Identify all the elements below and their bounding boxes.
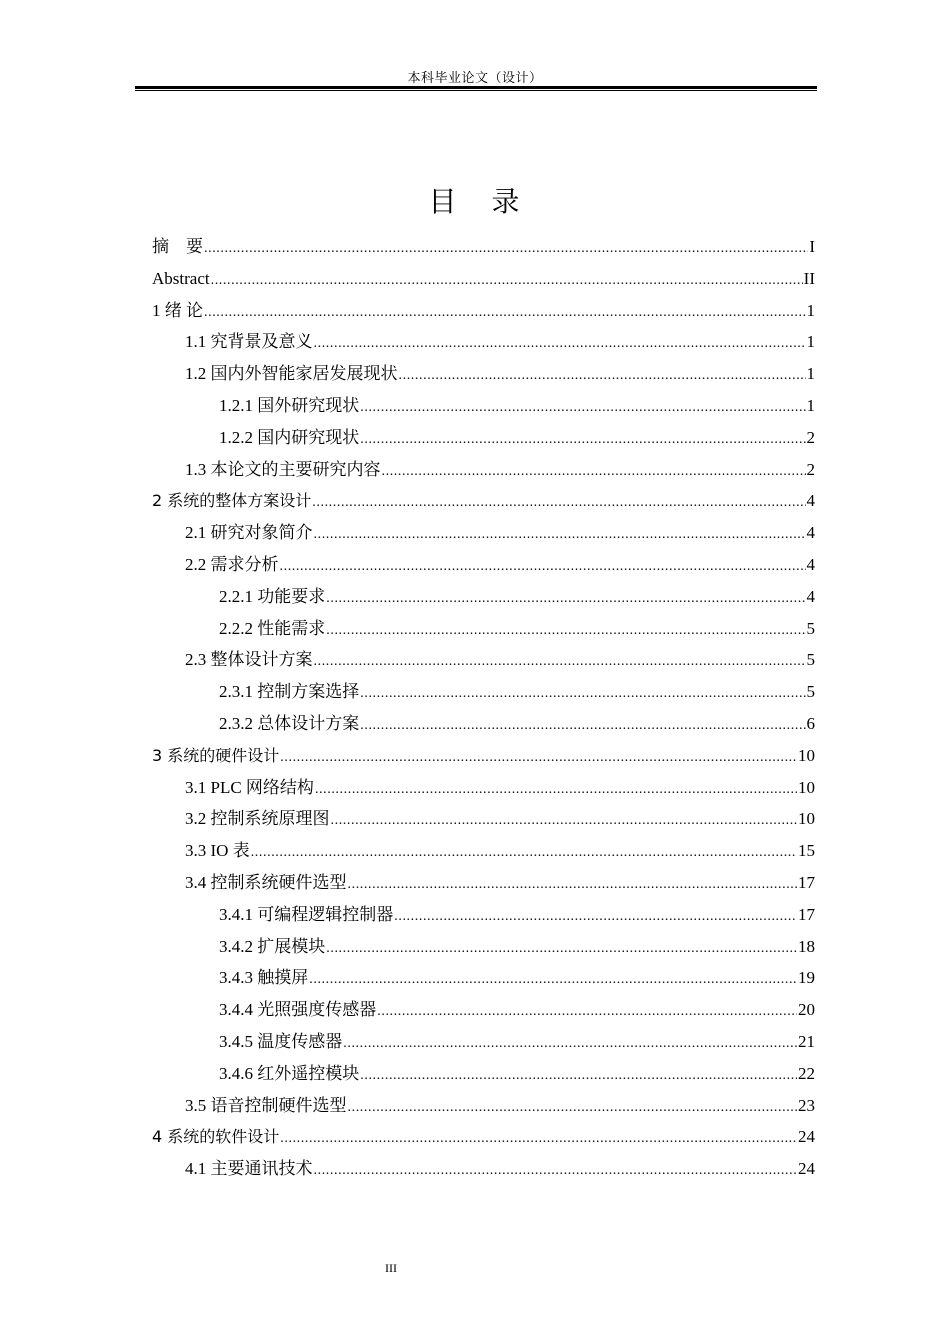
toc-entry-abstract-cn[interactable]	[152, 231, 815, 263]
toc-entry-label: 2.2.2 性能需求	[219, 618, 326, 638]
dot-leader	[314, 644, 806, 676]
dot-leader	[360, 676, 805, 708]
toc-entry-page: 4	[806, 586, 815, 606]
toc-title: 目 录	[428, 185, 522, 218]
toc-entry-4-1[interactable]	[152, 1153, 815, 1185]
dot-leader	[211, 263, 803, 295]
toc-entry-3-4[interactable]	[152, 867, 815, 899]
toc-entry-abstract-en[interactable]	[152, 263, 815, 295]
dot-leader	[331, 803, 798, 835]
toc-entry-page: 10	[798, 809, 815, 829]
toc-entry-3-4-3[interactable]	[152, 962, 815, 994]
header-rule	[135, 86, 817, 89]
toc-entry-page: 15	[798, 841, 815, 861]
toc-entry-3-5[interactable]	[152, 1090, 815, 1122]
toc-entry-page: II	[803, 268, 815, 288]
toc-entry-label: 3 系统的硬件设计	[152, 745, 280, 765]
dot-leader	[315, 772, 797, 804]
dot-leader	[360, 422, 805, 454]
dot-leader	[360, 390, 805, 422]
dot-leader	[360, 708, 805, 740]
toc-entry-chapter-3[interactable]	[152, 740, 815, 772]
toc-entry-label: 4.1 主要通讯技术	[185, 1159, 313, 1179]
toc-entry-label: 2.2.1 功能要求	[219, 586, 326, 606]
toc-entry-1-2-2[interactable]	[152, 422, 815, 454]
toc-entry-page: 10	[798, 745, 815, 765]
toc-entry-label: 3.4.6 红外遥控模块	[219, 1063, 360, 1083]
toc-entry-label: 1.2.2 国内研究现状	[219, 427, 360, 447]
toc-entry-page: 21	[798, 1031, 815, 1051]
toc-entry-page: 5	[806, 650, 815, 670]
toc-entry-label: 3.4 控制系统硬件选型	[185, 872, 347, 892]
toc-entry-chapter-2[interactable]	[152, 485, 815, 517]
dot-leader	[326, 931, 797, 963]
toc-entry-3-4-1[interactable]	[152, 899, 815, 931]
toc-entry-chapter-1[interactable]	[152, 295, 815, 327]
dot-leader	[394, 899, 797, 931]
dot-leader	[280, 1121, 797, 1153]
toc-entry-page: 2	[806, 427, 815, 447]
toc-entry-label: 3.4.4 光照强度传感器	[219, 1000, 377, 1020]
toc-entry-label: 2.3.1 控制方案选择	[219, 682, 360, 702]
toc-entry-page: 22	[798, 1063, 815, 1083]
dot-leader	[382, 454, 806, 486]
dot-leader	[314, 326, 806, 358]
toc-entry-3-4-4[interactable]	[152, 994, 815, 1026]
toc-entry-2-1[interactable]	[152, 517, 815, 549]
toc-entry-label: 3.2 控制系统原理图	[185, 809, 330, 829]
toc-entry-2-3-1[interactable]	[152, 676, 815, 708]
toc-entry-2-3[interactable]	[152, 644, 815, 676]
toc-entry-page: 17	[798, 904, 815, 924]
dot-leader	[309, 962, 797, 994]
toc-entry-3-2[interactable]	[152, 803, 815, 835]
toc-entry-label: 2.3.2 总体设计方案	[219, 713, 360, 733]
toc-entry-label: 1.2 国内外智能家居发展现状	[185, 364, 398, 384]
toc-entry-label: 3.4.5 温度传感器	[219, 1031, 343, 1051]
toc-entry-3-4-2[interactable]	[152, 931, 815, 963]
dot-leader	[204, 231, 808, 263]
table-of-contents	[152, 231, 815, 1185]
toc-entry-page: 1	[806, 300, 815, 320]
toc-entry-page: 4	[806, 523, 815, 543]
toc-entry-label: 3.4.3 触摸屏	[219, 968, 309, 988]
toc-entry-label: 3.3 IO 表	[185, 841, 250, 861]
toc-entry-2-2-1[interactable]	[152, 581, 815, 613]
toc-entry-label: 1.3 本论文的主要研究内容	[185, 459, 381, 479]
dot-leader	[280, 740, 797, 772]
toc-entry-page: 5	[806, 618, 815, 638]
toc-entry-2-3-2[interactable]	[152, 708, 815, 740]
dot-leader	[377, 994, 797, 1026]
dot-leader	[343, 1026, 797, 1058]
toc-entry-label: 3.1 PLC 网络结构	[185, 777, 314, 797]
toc-entry-page: 6	[806, 713, 815, 733]
toc-entry-label: 1 绪 论	[152, 300, 203, 320]
toc-entry-page: 24	[798, 1127, 815, 1147]
dot-leader	[314, 517, 806, 549]
toc-entry-label: 3.5 语音控制硬件选型	[185, 1095, 347, 1115]
toc-entry-label: 1.2.1 国外研究现状	[219, 395, 360, 415]
toc-entry-page: 5	[806, 682, 815, 702]
dot-leader	[326, 613, 805, 645]
toc-entry-label: 3.4.2 扩展模块	[219, 936, 326, 956]
toc-entry-1-3[interactable]	[152, 454, 815, 486]
toc-entry-3-1[interactable]	[152, 772, 815, 804]
toc-entry-page: 1	[806, 364, 815, 384]
dot-leader	[312, 485, 805, 517]
header-rule-thin	[135, 90, 817, 91]
toc-entry-1-2-1[interactable]	[152, 390, 815, 422]
toc-entry-page: 18	[798, 936, 815, 956]
toc-entry-3-4-5[interactable]	[152, 1026, 815, 1058]
toc-entry-1-1[interactable]	[152, 326, 815, 358]
toc-entry-page: 17	[798, 872, 815, 892]
dot-leader	[348, 1090, 798, 1122]
toc-entry-1-2[interactable]	[152, 358, 815, 390]
toc-entry-label: 2.3 整体设计方案	[185, 650, 313, 670]
toc-entry-label: 2.1 研究对象简介	[185, 523, 313, 543]
toc-entry-page: 2	[806, 459, 815, 479]
dot-leader	[314, 1153, 798, 1185]
running-header: 本科毕业论文（设计）	[407, 70, 543, 85]
toc-entry-page: 23	[798, 1095, 815, 1115]
toc-entry-2-2-2[interactable]	[152, 613, 815, 645]
toc-entry-page: 1	[806, 332, 815, 352]
toc-entry-page: 10	[798, 777, 815, 797]
toc-entry-page: 4	[806, 491, 815, 511]
toc-entry-chapter-4[interactable]	[152, 1121, 815, 1153]
toc-entry-label: 摘 要	[152, 237, 203, 256]
dot-leader	[360, 1058, 797, 1090]
dot-leader	[251, 835, 797, 867]
dot-leader	[399, 358, 806, 390]
toc-entry-page: I	[809, 237, 815, 256]
dot-leader	[280, 549, 806, 581]
toc-entry-page: 1	[806, 395, 815, 415]
toc-entry-label: 2 系统的整体方案设计	[152, 491, 312, 511]
page-number: III	[385, 1261, 397, 1275]
toc-entry-label: Abstract	[152, 268, 210, 288]
toc-entry-page: 19	[798, 968, 815, 988]
toc-entry-3-3[interactable]	[152, 835, 815, 867]
toc-entry-page: 24	[798, 1159, 815, 1179]
toc-entry-page: 20	[798, 1000, 815, 1020]
toc-entry-page: 4	[806, 554, 815, 574]
toc-entry-label: 2.2 需求分析	[185, 554, 279, 574]
toc-entry-label: 4 系统的软件设计	[152, 1127, 280, 1147]
dot-leader	[204, 295, 806, 327]
toc-entry-label: 1.1 究背景及意义	[185, 332, 313, 352]
toc-entry-label: 3.4.1 可编程逻辑控制器	[219, 904, 394, 924]
toc-entry-2-2[interactable]	[152, 549, 815, 581]
dot-leader	[326, 581, 805, 613]
dot-leader	[348, 867, 798, 899]
toc-entry-3-4-6[interactable]	[152, 1058, 815, 1090]
